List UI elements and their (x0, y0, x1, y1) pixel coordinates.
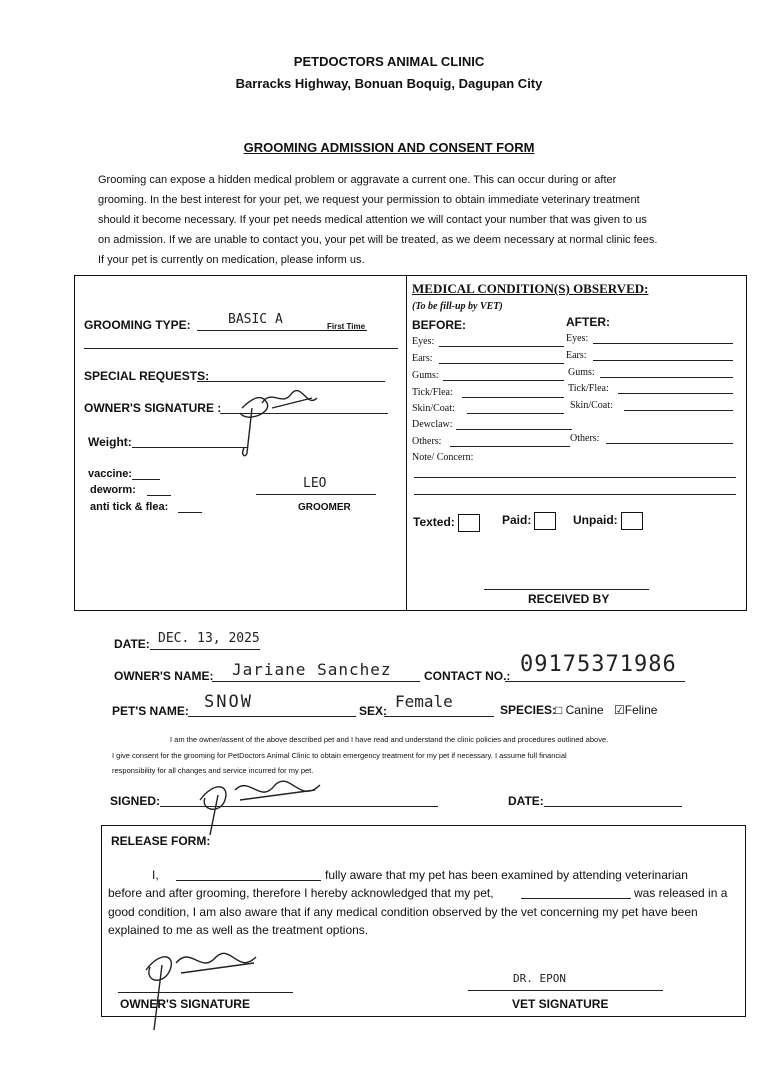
intro-line: If your pet is currently on medication, please inform us. (98, 254, 365, 266)
release-line-2b: was released in a (634, 886, 728, 900)
special-requests-label: SPECIAL REQUESTS: (84, 369, 210, 383)
release-line-4: explained to me as well as the treatment options. (108, 923, 369, 937)
after-label: AFTER: (566, 315, 610, 329)
unpaid-checkbox[interactable] (621, 512, 643, 530)
before-tickflea: Tick/Flea: (412, 387, 453, 398)
release-line-3: good condition, I am also aware that if any medical condition observed by the vet concerning my pet have been (108, 905, 698, 919)
feline-option[interactable]: ☑Feline (614, 703, 658, 717)
release-title: RELEASE FORM: (111, 834, 211, 848)
texted-checkbox[interactable] (458, 514, 480, 532)
before-skincoat: Skin/Coat: (412, 403, 455, 414)
contact-value[interactable]: 09175371986 (520, 652, 677, 677)
medical-subtitle: (To be fill-up by VET) (412, 301, 503, 312)
species-label: SPECIES: (500, 703, 557, 717)
note-concern-label: Note/ Concern: (412, 452, 474, 463)
anti-tick-label: anti tick & flea: (90, 501, 169, 513)
release-line-1b: fully aware that my pet has been examined by attending veterinarian (325, 868, 688, 882)
sex-label: SEX: (359, 704, 388, 718)
release-line-1a: I, (152, 868, 159, 882)
sex-value[interactable]: Female (395, 692, 453, 711)
after-others: Others: (570, 433, 600, 444)
date-label: DATE: (114, 637, 150, 651)
before-eyes: Eyes: (412, 336, 435, 347)
signed-label: SIGNED: (110, 794, 161, 808)
after-tickflea: Tick/Flea: (568, 383, 609, 394)
owners-signature-release-label: OWNER'S SIGNATURE (120, 997, 250, 1011)
clinic-name: PETDOCTORS ANIMAL CLINIC (293, 54, 485, 69)
signed-date-label: DATE: (508, 794, 544, 808)
owners-name-label: OWNER'S NAME: (114, 669, 214, 683)
pets-name-value[interactable]: SNOW (204, 692, 253, 712)
grooming-type-label: GROOMING TYPE: (84, 318, 191, 332)
before-label: BEFORE: (412, 318, 466, 332)
pets-name-label: PET'S NAME: (112, 704, 189, 718)
deworm-label: deworm: (90, 484, 136, 496)
received-by-label: RECEIVED BY (528, 592, 610, 606)
paid-text: Paid: (502, 513, 532, 528)
groomer-value[interactable]: LEO (303, 476, 327, 491)
consent-line-2: I give consent for the grooming for PetDoctors Animal Clinic to obtain emergency treatment for my pet if necessary. I assume full financial (112, 751, 567, 760)
consent-line-3: responsibility for all changes and service incurred for my pet. (112, 766, 314, 775)
weight-label: Weight: (88, 435, 132, 449)
owner-signature-mark (212, 378, 332, 458)
groomer-label: GROOMER (298, 502, 351, 513)
date-value[interactable]: DEC. 13, 2025 (158, 631, 260, 646)
intro-line: Grooming can expose a hidden medical problem or aggravate a current one. This can occur during or after (98, 174, 617, 186)
medical-condition-title: MEDICAL CONDITION(S) OBSERVED: (412, 281, 649, 296)
form-title: GROOMING ADMISSION AND CONSENT FORM (243, 140, 535, 155)
intro-line: grooming. In the best interest for your pet, we request your permission to obtain immediate veterinary treatment (98, 194, 640, 206)
unpaid-label (573, 512, 643, 530)
after-eyes: Eyes: (566, 333, 589, 344)
intro-paragraph (98, 170, 698, 270)
before-gums: Gums: (412, 370, 439, 381)
before-ears: Ears: (412, 353, 433, 364)
consent-line-1: I am the owner/assent of the above described pet and I have read and understand the clinic policies and procedures outlined above. (170, 735, 609, 744)
texted-label (413, 514, 480, 532)
box-divider (406, 275, 407, 611)
before-others: Others: (412, 436, 442, 447)
unpaid-text: Unpaid: (573, 513, 618, 528)
grooming-type-value[interactable]: BASIC A (228, 312, 283, 327)
owners-name-value[interactable]: Jariane Sanchez (232, 660, 392, 679)
before-dewclaw: Dewclaw: (412, 419, 453, 430)
after-skincoat: Skin/Coat: (570, 400, 613, 411)
intro-line: should it become necessary. If your pet needs medical attention we will contact your number that was given to us (98, 214, 647, 226)
release-line-2a: before and after grooming, therefore I hereby acknowledged that my pet, (108, 886, 494, 900)
texted-text: Texted: (413, 515, 455, 530)
vet-name[interactable]: DR. EPON (513, 972, 566, 985)
owners-signature-label: OWNER'S SIGNATURE : (84, 401, 222, 415)
after-gums: Gums: (568, 367, 595, 378)
vaccine-label: vaccine: (88, 468, 133, 480)
canine-option[interactable]: □ Canine (555, 703, 604, 717)
clinic-address: Barracks Highway, Bonuan Boquig, Dagupan City (235, 76, 543, 91)
intro-line: on admission. If we are unable to contact you, your pet will be treated, as we deem necessary at normal clinic fees. (98, 234, 658, 246)
paid-checkbox[interactable] (534, 512, 556, 530)
vet-signature-label: VET SIGNATURE (512, 997, 609, 1011)
paid-label (502, 512, 556, 530)
first-time-label: First Time (327, 322, 366, 331)
release-owner-signature-mark (126, 945, 266, 1035)
after-ears: Ears: (566, 350, 587, 361)
contact-label: CONTACT NO.: (424, 669, 511, 683)
